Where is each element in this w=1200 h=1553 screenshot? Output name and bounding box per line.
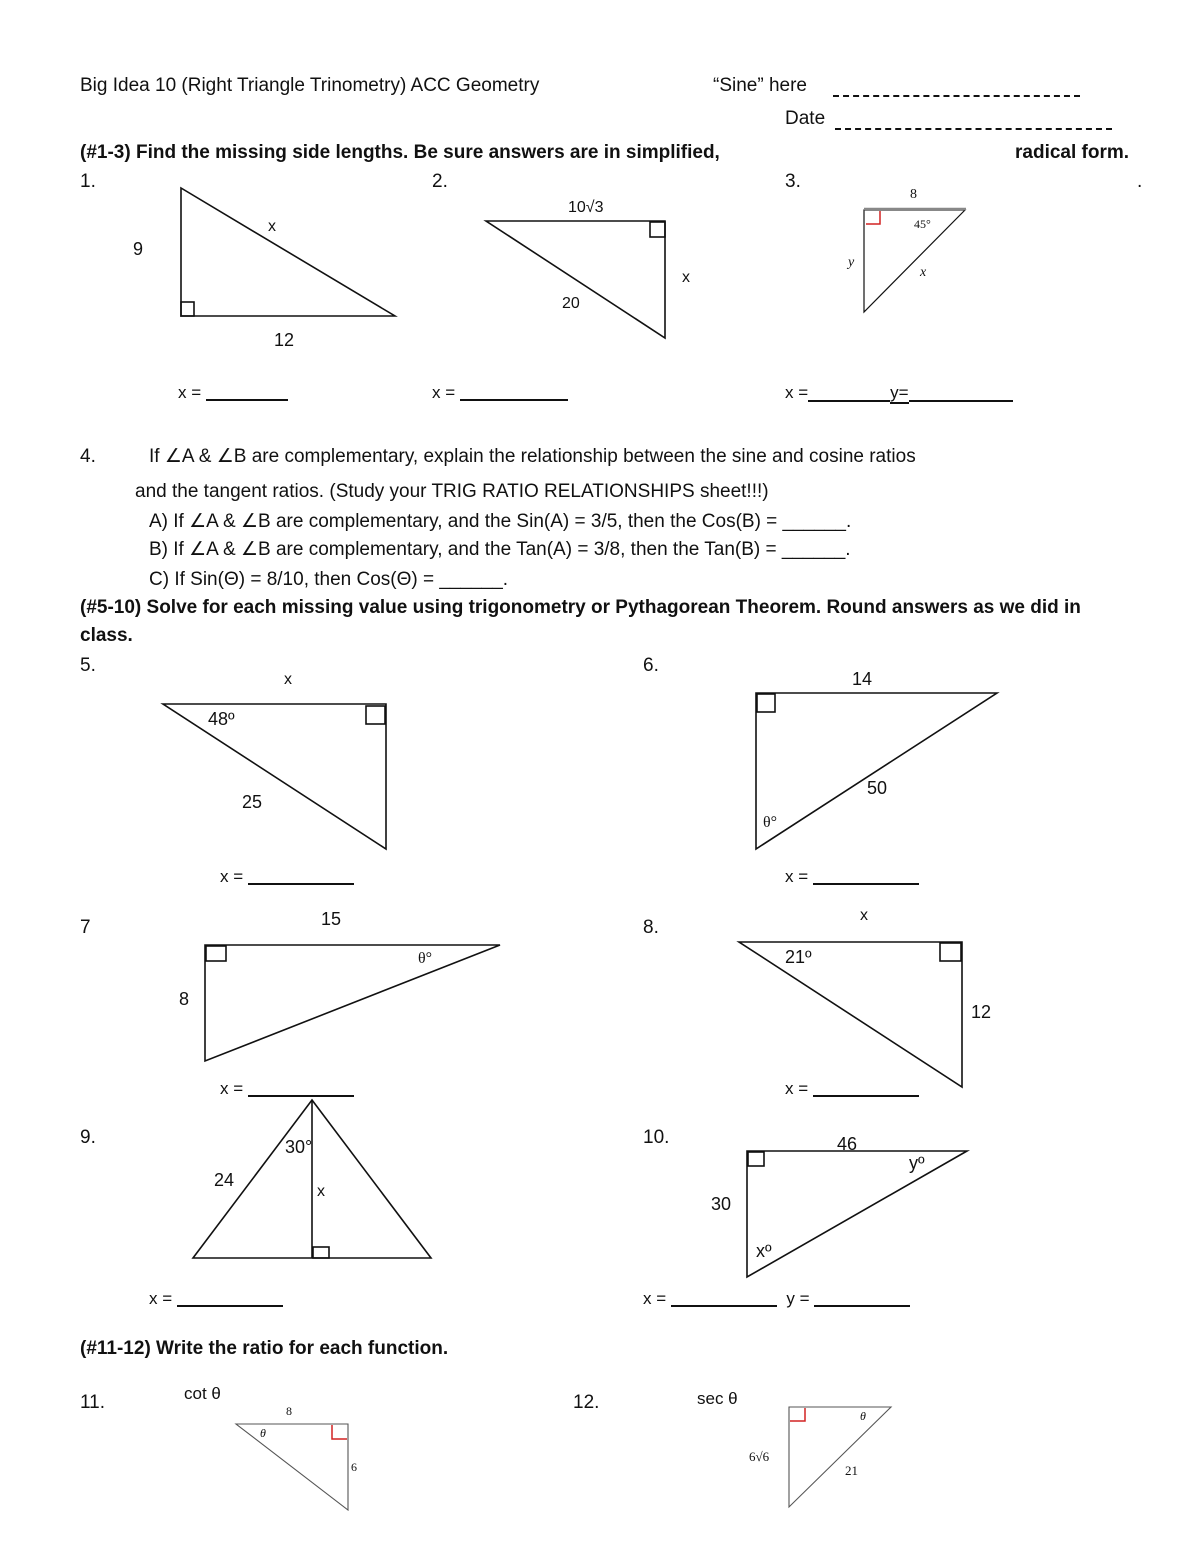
problem-4b: B) If ∠A & ∠B are complementary, and the Tan(A) = 3/8, then the Tan(B) = ______. <box>149 539 851 560</box>
answer-6[interactable] <box>785 868 919 885</box>
problem-9-height: x <box>317 1183 325 1200</box>
problem-5-number: 5. <box>80 655 96 676</box>
problem-4a: A) If ∠A & ∠B are complementary, and the Sin(A) = 3/5, then the Cos(B) = ______. <box>149 511 852 532</box>
problem-7-angle: θ° <box>418 950 433 967</box>
answer-10-y-label: y = <box>786 1289 810 1308</box>
problem-2-hypotenuse: 20 <box>562 295 580 312</box>
problem-1-leg-a: 9 <box>133 239 144 259</box>
triangle-10 <box>747 1151 967 1277</box>
name-label: “Sine” here <box>713 75 807 96</box>
problem-2-number: 2. <box>432 171 448 192</box>
problem-8-top: x <box>860 907 868 924</box>
problem-11-side: 6 <box>351 1460 357 1474</box>
problem-12-side: 6√6 <box>749 1449 770 1464</box>
problem-10-number: 10. <box>643 1127 670 1148</box>
right-angle-mark-11 <box>332 1425 347 1439</box>
triangle-8 <box>739 942 962 1087</box>
answer-7[interactable] <box>220 1080 354 1097</box>
answer-9[interactable] <box>149 1290 283 1307</box>
problem-12-function: sec θ <box>697 1389 738 1408</box>
answer-10-x-label: x = <box>643 1289 667 1308</box>
triangle-6 <box>756 693 997 849</box>
answer-3[interactable] <box>785 384 1013 402</box>
problem-6-top: 14 <box>852 669 873 689</box>
problem-5-hypotenuse: 25 <box>242 792 263 812</box>
problem-3-hyp-x: x <box>920 265 927 280</box>
triangle-11 <box>236 1424 348 1510</box>
answer-9-label: x = <box>149 1289 173 1308</box>
answer-8[interactable] <box>785 1080 919 1097</box>
problem-9-angle: 30° <box>285 1137 313 1157</box>
problem-12-angle: θ <box>860 1409 866 1423</box>
answer-5[interactable] <box>220 868 354 885</box>
problem-6-number: 6. <box>643 655 659 676</box>
problem-9-side: 24 <box>214 1170 235 1190</box>
triangle-12 <box>789 1407 891 1507</box>
problem-11-function: cot θ <box>184 1384 221 1403</box>
right-angle-mark-12 <box>790 1408 805 1421</box>
problem-3-side-y: y <box>848 255 855 270</box>
problem-6-angle: θ° <box>763 814 778 831</box>
problem-4-number: 4. <box>80 446 96 467</box>
problem-7-top: 15 <box>321 909 342 929</box>
problem-3-angle: 45° <box>914 217 931 231</box>
triangle-5 <box>163 704 386 849</box>
answer-3-y-label: y= <box>890 383 909 402</box>
problem-12-hypotenuse: 21 <box>845 1463 858 1478</box>
problem-6-hypotenuse: 50 <box>867 778 888 798</box>
problem-10-side: 30 <box>711 1194 732 1214</box>
date-label: Date <box>785 108 826 129</box>
triangle-2 <box>486 221 665 338</box>
problem-7-side: 8 <box>179 989 190 1009</box>
problem-3-number: 3. <box>785 171 801 192</box>
problem-4-line2: and the tangent ratios. (Study your TRIG RATIO RELATIONSHIPS sheet!!!) <box>135 481 769 502</box>
answer-3-x-label: x = <box>785 383 809 402</box>
problem-1-number: 1. <box>80 171 96 192</box>
problem-8-number: 8. <box>643 917 659 938</box>
right-angle-mark-8 <box>940 943 961 961</box>
section2-instruction-cont: class. <box>80 625 133 646</box>
worksheet-title: Big Idea 10 (Right Triangle Trinometry) ACC Geometry <box>80 75 540 96</box>
problem-11-angle: θ <box>260 1426 266 1440</box>
problem-2-top: 10√3 <box>568 199 604 216</box>
answer-8-label: x = <box>785 1079 809 1098</box>
answer-1[interactable] <box>178 384 288 401</box>
problem-11-number: 11. <box>80 1392 106 1413</box>
section2-instruction: (#5-10) Solve for each missing value using trigonometry or Pythagorean Theorem. Round answers as we did in <box>80 597 1081 618</box>
answer-6-label: x = <box>785 867 809 886</box>
answer-10[interactable] <box>643 1290 910 1307</box>
right-angle-mark-6 <box>757 694 775 712</box>
problem-8-side: 12 <box>971 1002 992 1022</box>
right-angle-mark-2 <box>650 222 665 237</box>
right-angle-mark-5 <box>366 706 385 724</box>
section1-instruction-end: radical form. <box>1015 142 1130 163</box>
problem-9-number: 9. <box>80 1127 96 1148</box>
problem-8-angle: 21º <box>785 947 812 967</box>
problem-1-leg-b: 12 <box>274 330 295 350</box>
section1-instruction: (#1-3) Find the missing side lengths. Be sure answers are in simplified, <box>80 142 720 163</box>
problem-4c: C) If Sin(Θ) = 8/10, then Cos(Θ) = ______. <box>149 569 509 590</box>
problem-1-hypotenuse: x <box>268 218 276 235</box>
answer-5-label: x = <box>220 867 244 886</box>
right-angle-mark-1 <box>181 302 194 316</box>
right-angle-mark-3 <box>866 211 880 224</box>
problem-5-angle: 48º <box>208 709 235 729</box>
answer-1-label: x = <box>178 383 202 402</box>
problem-5-top: x <box>284 671 292 688</box>
problem-7-number: 7 <box>80 917 91 938</box>
right-angle-mark-9 <box>313 1247 329 1258</box>
answer-2-label: x = <box>432 383 456 402</box>
answer-7-label: x = <box>220 1079 244 1098</box>
problem-12-number: 12. <box>573 1392 600 1413</box>
answer-2[interactable] <box>432 384 568 401</box>
stray-dot: . <box>1137 171 1143 192</box>
problem-11-top: 8 <box>286 1404 292 1418</box>
section3-instruction: (#11-12) Write the ratio for each function. <box>80 1338 449 1359</box>
triangle-7 <box>205 945 500 1061</box>
right-angle-mark-10 <box>748 1152 764 1166</box>
problem-3-top: 8 <box>910 187 917 202</box>
triangle-1 <box>181 188 395 316</box>
problem-10-angle-x: xº <box>756 1241 772 1261</box>
problem-10-top: 46 <box>837 1134 858 1154</box>
problem-4-line1: If ∠A & ∠B are complementary, explain the relationship between the sine and cosine ratios <box>149 446 916 467</box>
problem-10-angle-y: yº <box>909 1153 925 1173</box>
problem-2-side: x <box>682 269 690 286</box>
right-angle-mark-7 <box>206 946 226 961</box>
